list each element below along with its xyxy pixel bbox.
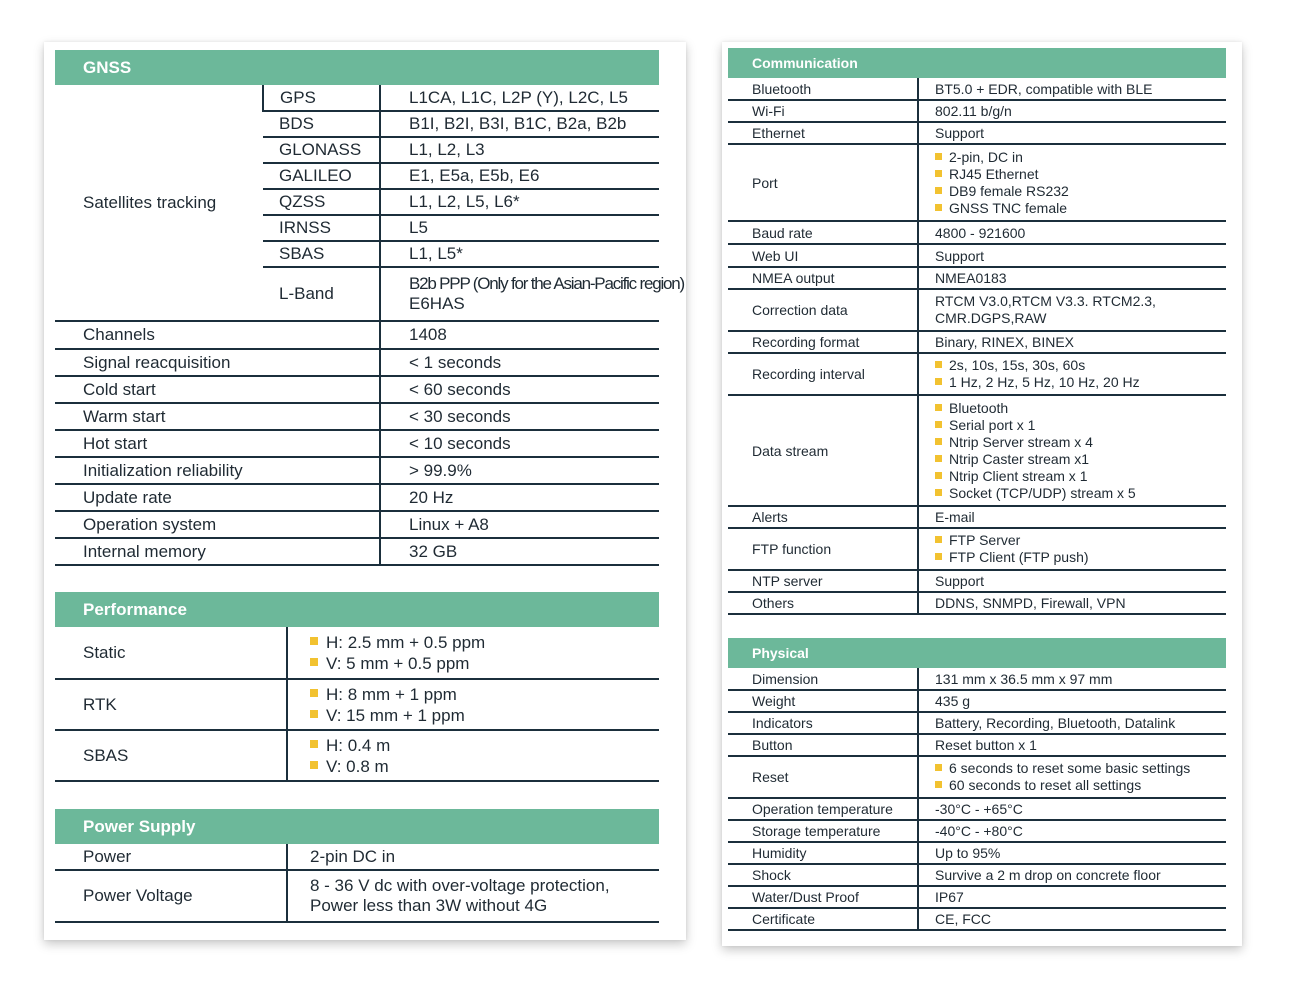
bullet-item: Ntrip Server stream x 4: [935, 434, 1226, 451]
constellation-signals: L1, L2, L3: [380, 137, 659, 163]
spec-label: Power Voltage: [55, 870, 287, 922]
spec-value: E-mail: [918, 506, 1226, 528]
bullet-item: DB9 female RS232: [935, 183, 1226, 200]
spec-value: < 30 seconds: [380, 403, 659, 430]
constellation-signals: L1, L2, L5, L6*: [380, 189, 659, 215]
table-row: [728, 267, 1226, 289]
communication-table: [728, 78, 1226, 615]
spec-value: 32 GB: [380, 538, 659, 565]
spec-label: FTP function: [728, 528, 918, 570]
physical-section-header: Physical: [728, 638, 1226, 668]
table-row: [55, 322, 659, 349]
table-row: [728, 886, 1226, 908]
table-row: [55, 538, 659, 565]
spec-label: Update rate: [55, 484, 380, 511]
constellation-signals: B1I, B2I, B3I, B1C, B2a, B2b: [380, 111, 659, 137]
bullet-item: Socket (TCP/UDP) stream x 5: [935, 485, 1226, 502]
table-row: [728, 734, 1226, 756]
table-row: [55, 844, 659, 870]
spec-value: Survive a 2 m drop on concrete floor: [918, 864, 1226, 886]
spec-value: Up to 95%: [918, 842, 1226, 864]
table-row: [728, 820, 1226, 842]
table-row: [728, 78, 1226, 100]
spec-label: Certificate: [728, 908, 918, 930]
bullet-list: [935, 400, 1226, 502]
constellation-name: BDS: [263, 111, 380, 137]
table-row: [55, 484, 659, 511]
table-row: [55, 430, 659, 457]
spec-value: Binary, RINEX, BINEX: [918, 331, 1226, 353]
spec-value: 131 mm x 36.5 mm x 97 mm: [918, 668, 1226, 690]
table-row: [728, 100, 1226, 122]
table-row: [55, 511, 659, 538]
table-row: [728, 690, 1226, 712]
spec-label: NMEA output: [728, 267, 918, 289]
table-row: [728, 864, 1226, 886]
power-voltage-line-1: 8 - 36 V dc with over-voltage protection,: [310, 876, 610, 895]
power-supply-section-header: Power Supply: [55, 809, 659, 844]
spec-value: 1408: [380, 322, 659, 349]
communication-section: [728, 48, 1226, 615]
table-row: [55, 349, 659, 376]
bullet-item: GNSS TNC female: [935, 200, 1226, 217]
bullet-item: Ntrip Client stream x 1: [935, 468, 1226, 485]
bullet-item: 6 seconds to reset some basic settings: [935, 760, 1226, 777]
constellation-signals: [380, 267, 685, 321]
table-row: [55, 85, 659, 111]
table-row: [728, 331, 1226, 353]
lband-line-1: B2b PPP (Only for the Asian-Pacific region): [409, 274, 685, 293]
spec-label: Humidity: [728, 842, 918, 864]
performance-section-header: Performance: [55, 592, 659, 627]
communication-section-header: Communication: [728, 48, 1226, 78]
constellation-signals: L1, L5*: [380, 241, 659, 267]
bullet-item: Serial port x 1: [935, 417, 1226, 434]
constellation-signals: L5: [380, 215, 659, 241]
satellites-tracking-label: Satellites tracking: [55, 85, 263, 321]
spec-label: Recording format: [728, 331, 918, 353]
spec-label: Warm start: [55, 403, 380, 430]
spec-label: Recording interval: [728, 353, 918, 395]
spec-value: IP67: [918, 886, 1226, 908]
spec-label: Reset: [728, 756, 918, 798]
bullet-list: [935, 760, 1226, 794]
bullet-item: 60 seconds to reset all settings: [935, 777, 1226, 794]
spec-value: RTCM V3.0,RTCM V3.3. RTCM2.3, CMR.DGPS,RAW: [918, 289, 1226, 331]
bullet-item: RJ45 Ethernet: [935, 166, 1226, 183]
table-row: [728, 122, 1226, 144]
power-voltage-line-2: Power less than 3W without 4G: [310, 896, 548, 915]
constellation-signals: E1, E5a, E5b, E6: [380, 163, 659, 189]
bullet-list: [935, 357, 1226, 391]
right-spec-page: [722, 42, 1242, 946]
spec-value: NMEA0183: [918, 267, 1226, 289]
table-row: [55, 730, 659, 781]
spec-label: Internal memory: [55, 538, 380, 565]
spec-label: Baud rate: [728, 221, 918, 244]
table-row: [55, 403, 659, 430]
constellation-name: L-Band: [263, 267, 380, 321]
spec-label: Operation system: [55, 511, 380, 538]
table-row: [728, 668, 1226, 690]
gnss-general-table: [55, 322, 659, 566]
spec-label: RTK: [55, 679, 287, 730]
spec-label: Channels: [55, 322, 380, 349]
spec-label: Alerts: [728, 506, 918, 528]
spec-value: < 1 seconds: [380, 349, 659, 376]
spec-value: BT5.0 + EDR, compatible with BLE: [918, 78, 1226, 100]
gnss-section: [55, 50, 685, 566]
lband-line-2: E6HAS: [409, 294, 465, 313]
left-spec-page: [44, 42, 686, 940]
spec-label: Wi-Fi: [728, 100, 918, 122]
bullet-item: H: 0.4 m: [310, 735, 659, 756]
table-row: [728, 395, 1226, 506]
bullet-list: [310, 735, 659, 777]
bullet-item: 2s, 10s, 15s, 30s, 60s: [935, 357, 1226, 374]
spec-value: CE, FCC: [918, 908, 1226, 930]
power-supply-table: [55, 844, 659, 923]
constellation-name: GALILEO: [263, 163, 380, 189]
table-row: [728, 592, 1226, 614]
spec-value: 802.11 b/g/n: [918, 100, 1226, 122]
constellation-name: GLONASS: [263, 137, 380, 163]
spec-label: Data stream: [728, 395, 918, 506]
power-supply-section: [55, 809, 659, 923]
constellation-name: GPS: [263, 85, 380, 111]
performance-section: [55, 592, 659, 782]
bullet-item: Ntrip Caster stream x1: [935, 451, 1226, 468]
bullet-item: 1 Hz, 2 Hz, 5 Hz, 10 Hz, 20 Hz: [935, 374, 1226, 391]
spec-value: Reset button x 1: [918, 734, 1226, 756]
spec-value: Support: [918, 244, 1226, 267]
table-row: [728, 353, 1226, 395]
table-row: [728, 798, 1226, 820]
bullet-item: FTP Client (FTP push): [935, 549, 1226, 566]
spec-label: Port: [728, 144, 918, 221]
spec-label: Correction data: [728, 289, 918, 331]
spec-value: 20 Hz: [380, 484, 659, 511]
table-row: [728, 221, 1226, 244]
spec-label: SBAS: [55, 730, 287, 781]
spec-label: Shock: [728, 864, 918, 886]
bullet-list: [310, 632, 659, 674]
spec-label: Button: [728, 734, 918, 756]
physical-table: [728, 668, 1226, 931]
spec-label: Bluetooth: [728, 78, 918, 100]
table-row: [728, 756, 1226, 798]
spec-value: Battery, Recording, Bluetooth, Datalink: [918, 712, 1226, 734]
spec-value: < 60 seconds: [380, 376, 659, 403]
spec-value: 2-pin DC in: [287, 844, 659, 870]
table-row: [728, 842, 1226, 864]
spec-label: Ethernet: [728, 122, 918, 144]
spec-label: Others: [728, 592, 918, 614]
table-row: [728, 570, 1226, 592]
spec-value: 4800 - 921600: [918, 221, 1226, 244]
spec-value: Support: [918, 122, 1226, 144]
table-row: [728, 908, 1226, 930]
table-row: [55, 457, 659, 484]
bullet-list: [935, 532, 1226, 566]
constellation-name: IRNSS: [263, 215, 380, 241]
constellation-signals: L1CA, L1C, L2P (Y), L2C, L5: [380, 85, 659, 111]
gnss-section-header: GNSS: [55, 50, 659, 85]
spec-value: Linux + A8: [380, 511, 659, 538]
spec-label: Storage temperature: [728, 820, 918, 842]
table-row: [728, 144, 1226, 221]
bullet-item: V: 5 mm + 0.5 ppm: [310, 653, 659, 674]
spec-label: NTP server: [728, 570, 918, 592]
physical-section: [728, 638, 1226, 931]
spec-value: -30°C - +65°C: [918, 798, 1226, 820]
spec-value: Support: [918, 570, 1226, 592]
spec-label: Weight: [728, 690, 918, 712]
spec-value: > 99.9%: [380, 457, 659, 484]
spec-value: < 10 seconds: [380, 430, 659, 457]
bullet-item: H: 8 mm + 1 ppm: [310, 684, 659, 705]
bullet-item: H: 2.5 mm + 0.5 ppm: [310, 632, 659, 653]
bullet-item: V: 15 mm + 1 ppm: [310, 705, 659, 726]
table-row: [728, 506, 1226, 528]
bullet-item: Bluetooth: [935, 400, 1226, 417]
table-row: [728, 712, 1226, 734]
bullet-list: [935, 149, 1226, 217]
performance-table: [55, 627, 659, 782]
constellation-name: SBAS: [263, 241, 380, 267]
bullet-item: FTP Server: [935, 532, 1226, 549]
constellation-name: QZSS: [263, 189, 380, 215]
table-row: [728, 528, 1226, 570]
spec-label: Web UI: [728, 244, 918, 267]
spec-label: Power: [55, 844, 287, 870]
bullet-item: V: 0.8 m: [310, 756, 659, 777]
table-row: [55, 870, 659, 922]
spec-label: Static: [55, 627, 287, 679]
table-row: [728, 244, 1226, 267]
spec-value: 435 g: [918, 690, 1226, 712]
spec-value: DDNS, SNMPD, Firewall, VPN: [918, 592, 1226, 614]
spec-label: Cold start: [55, 376, 380, 403]
spec-label: Operation temperature: [728, 798, 918, 820]
gnss-table: [55, 85, 685, 322]
bullet-item: 2-pin, DC in: [935, 149, 1226, 166]
spec-value: -40°C - +80°C: [918, 820, 1226, 842]
spec-label: Indicators: [728, 712, 918, 734]
table-row: [55, 679, 659, 730]
table-row: [55, 376, 659, 403]
spec-label: Signal reacquisition: [55, 349, 380, 376]
table-row: [728, 289, 1226, 331]
table-row: [55, 627, 659, 679]
spec-label: Hot start: [55, 430, 380, 457]
spec-label: Water/Dust Proof: [728, 886, 918, 908]
spec-label: Dimension: [728, 668, 918, 690]
bullet-list: [310, 684, 659, 726]
spec-label: Initialization reliability: [55, 457, 380, 484]
